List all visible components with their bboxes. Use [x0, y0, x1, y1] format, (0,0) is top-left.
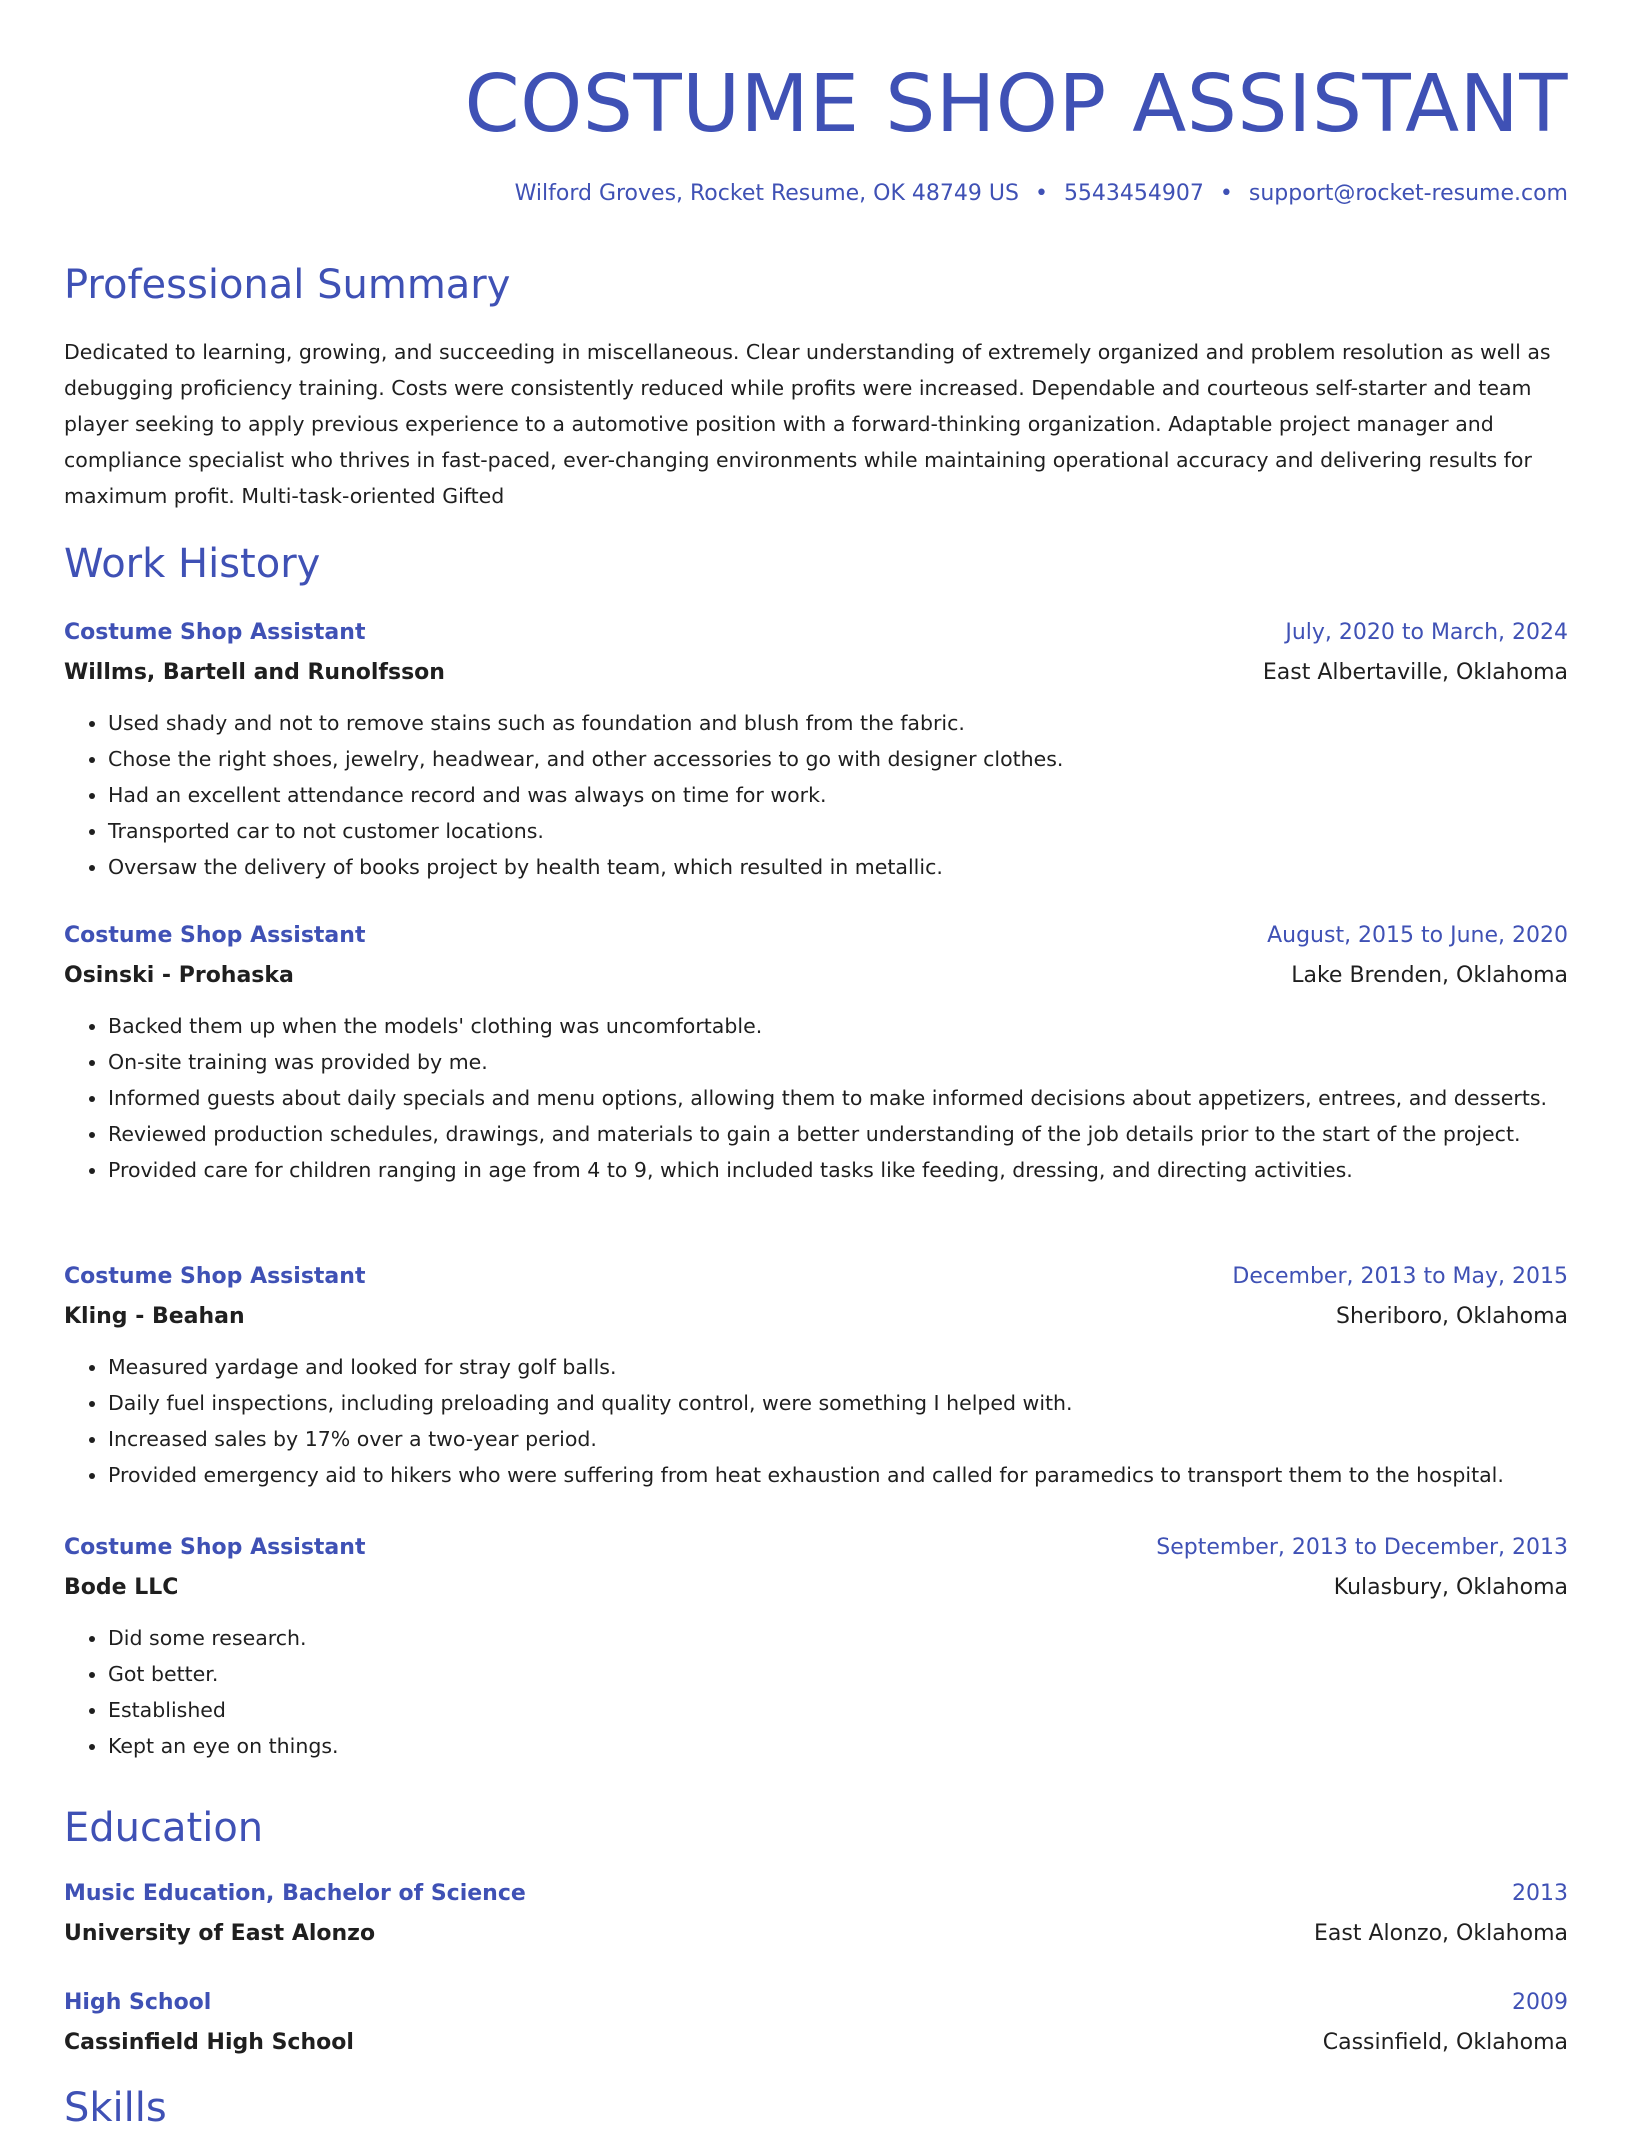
education-header-row	[64, 1874, 1568, 1914]
education-school: Cassinfield High School	[64, 2030, 354, 2055]
job-role: Costume Shop Assistant	[64, 620, 366, 645]
education-degree: High School	[64, 1990, 212, 2015]
job-bullet: • On-site training was provided by me.	[108, 1044, 1568, 1080]
education-year: 2013	[1512, 1881, 1568, 1906]
job-dates: September, 2013 to December, 2013	[1156, 1535, 1568, 1560]
job-role: Costume Shop Assistant	[64, 1535, 366, 1560]
job-dates: December, 2013 to May, 2015	[1232, 1264, 1568, 1289]
education-year: 2009	[1512, 1990, 1568, 2015]
job-entry	[64, 613, 1568, 885]
section-heading-education: Education	[64, 1805, 264, 1851]
job-bullets	[64, 705, 1568, 885]
job-bullet: • Had an excellent attendance record and was always on time for work.	[108, 777, 1568, 813]
contact-separator: •	[1034, 181, 1048, 206]
job-header-row	[64, 1257, 1568, 1297]
job-header-row	[64, 916, 1568, 956]
job-header-row	[64, 1528, 1568, 1568]
job-role: Costume Shop Assistant	[64, 923, 366, 948]
job-bullet: • Daily fuel inspections, including preloading and quality control, were something I helped with.	[108, 1385, 1568, 1421]
contact-separator: •	[1219, 181, 1233, 206]
education-location: Cassinfield, Oklahoma	[1322, 2030, 1568, 2055]
job-location: Kulasbury, Oklahoma	[1333, 1575, 1568, 1600]
education-degree: Music Education, Bachelor of Science	[64, 1881, 526, 1906]
contact-email: support@rocket-resume.com	[1248, 181, 1568, 206]
job-bullet: • Got better.	[108, 1656, 1568, 1692]
job-bullets	[64, 1008, 1568, 1188]
job-bullet: • Oversaw the delivery of books project by health team, which resulted in metallic.	[108, 849, 1568, 885]
job-bullet: • Kept an eye on things.	[108, 1728, 1568, 1764]
job-company-row	[64, 956, 1568, 996]
job-company: Bode LLC	[64, 1575, 179, 1600]
job-company: Willms, Bartell and Runolfsson	[64, 660, 445, 685]
job-entry	[64, 1528, 1568, 1764]
job-bullet: • Established	[108, 1692, 1568, 1728]
education-location: East Alonzo, Oklahoma	[1314, 1921, 1568, 1946]
contact-address: Wilford Groves, Rocket Resume, OK 48749 US	[514, 181, 1019, 206]
contact-line	[515, 178, 1568, 210]
section-heading-skills: Skills	[64, 2085, 167, 2131]
job-dates: August, 2015 to June, 2020	[1267, 923, 1568, 948]
job-entry	[64, 1257, 1568, 1493]
job-bullet: • Measured yardage and looked for stray golf balls.	[108, 1349, 1568, 1385]
job-dates: July, 2020 to March, 2024	[1285, 620, 1568, 645]
section-heading-work-history: Work History	[64, 541, 321, 587]
job-company: Osinski - Prohaska	[64, 963, 294, 988]
education-entry	[64, 1874, 1568, 1954]
job-bullet: • Did some research.	[108, 1620, 1568, 1656]
job-role: Costume Shop Assistant	[64, 1264, 366, 1289]
education-school-row	[64, 1914, 1568, 1954]
job-header-row	[64, 613, 1568, 653]
job-bullet: • Chose the right shoes, jewelry, headwear, and other accessories to go with designer clothes.	[108, 741, 1568, 777]
job-bullet: • Transported car to not customer locations.	[108, 813, 1568, 849]
job-entry	[64, 916, 1568, 1188]
job-bullets	[64, 1620, 1568, 1764]
job-location: East Albertaville, Oklahoma	[1262, 660, 1568, 685]
education-header-row	[64, 1983, 1568, 2023]
contact-phone: 5543454907	[1063, 181, 1204, 206]
job-bullet: • Informed guests about daily specials and menu options, allowing them to make informed decisions about appetizers, entrees, and desserts.	[108, 1080, 1568, 1116]
job-company-row	[64, 1297, 1568, 1337]
resume-title: COSTUME SHOP ASSISTANT	[464, 58, 1568, 150]
section-heading-summary: Professional Summary	[64, 262, 511, 308]
job-company: Kling - Beahan	[64, 1304, 245, 1329]
education-entry	[64, 1983, 1568, 2063]
job-company-row	[64, 1568, 1568, 1608]
job-bullet: • Used shady and not to remove stains such as foundation and blush from the fabric.	[108, 705, 1568, 741]
job-bullets	[64, 1349, 1568, 1493]
job-bullet: • Backed them up when the models' clothing was uncomfortable.	[108, 1008, 1568, 1044]
job-bullet: • Provided care for children ranging in age from 4 to 9, which included tasks like feeding, dressing, and directing activities.	[108, 1152, 1568, 1188]
education-school-row	[64, 2023, 1568, 2063]
summary-text: Dedicated to learning, growing, and succeeding in miscellaneous. Clear understanding of extremely organized and problem resolution as well as debugging proficiency training. Costs were consistently reduced while profits were increased. Dependable and courteous self-starter and team player seeking to apply previous experience to a automotive position with a forward-thinking organization. Adaptable project manager and compliance specialist who thrives in fast-paced, ever-changing environments while maintaining operational accuracy and delivering results for maximum profit. Multi-task-oriented Gifted	[64, 340, 1551, 508]
job-bullet: • Provided emergency aid to hikers who were suffering from heat exhaustion and called for paramedics to transport them to the hospital.	[108, 1457, 1568, 1493]
job-location: Sheriboro, Oklahoma	[1336, 1304, 1568, 1329]
job-location: Lake Brenden, Oklahoma	[1291, 963, 1568, 988]
education-school: University of East Alonzo	[64, 1921, 376, 1946]
job-bullet: • Reviewed production schedules, drawings, and materials to gain a better understanding of the job details prior to the start of the project.	[108, 1116, 1568, 1152]
job-bullet: • Increased sales by 17% over a two-year period.	[108, 1421, 1568, 1457]
job-company-row	[64, 653, 1568, 693]
